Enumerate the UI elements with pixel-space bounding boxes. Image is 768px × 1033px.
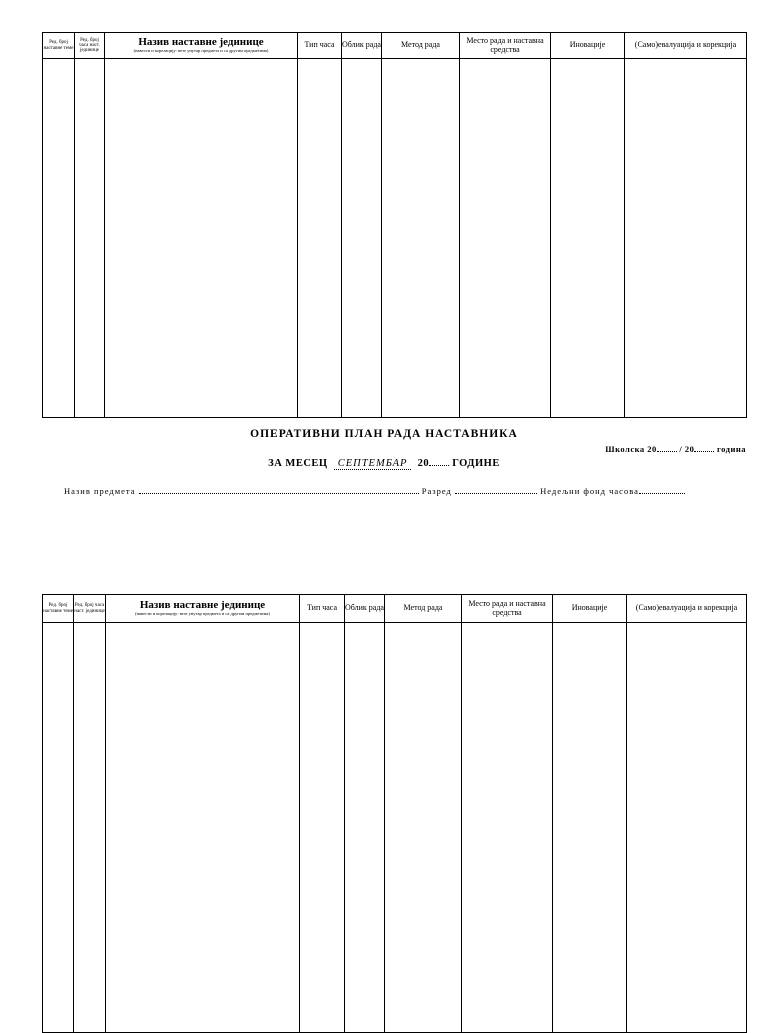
table-cell[interactable] (106, 623, 300, 1033)
table-cell[interactable] (43, 623, 74, 1033)
table-cell[interactable] (298, 59, 342, 418)
table-body-row (43, 623, 747, 1033)
table-cell[interactable] (382, 59, 460, 418)
school-year-start-field[interactable] (657, 442, 677, 452)
subject-label: Назив предмета (64, 486, 136, 496)
header-innovations: Иновације (553, 595, 627, 623)
table-cell[interactable] (75, 59, 105, 418)
month-line (0, 456, 768, 469)
table-cell[interactable] (300, 623, 345, 1033)
table-cell[interactable] (43, 59, 75, 418)
header-work-method: Метод рада (385, 595, 462, 623)
header-unit-title: Назив наставне јединице (139, 598, 266, 611)
table-cell[interactable] (551, 59, 625, 418)
subject-field[interactable] (139, 484, 419, 494)
fund-label: Недељни фонд часова (540, 486, 639, 496)
table-cell[interactable] (553, 623, 627, 1033)
header-lesson-number: Ред. број часа наст. јединице (75, 33, 105, 59)
header-place-means: Место рада и наставна средства (462, 595, 553, 623)
month-prefix: ЗА МЕСЕЦ (268, 458, 328, 469)
month-suffix: ГОДИНЕ (452, 458, 500, 469)
header-unit-note: (навести и корелацију: везе унутар предмета и са другим предметима) (135, 611, 270, 617)
header-lesson-type: Тип часа (298, 33, 342, 59)
table-cell[interactable] (105, 59, 298, 418)
header-unit-name (105, 33, 298, 59)
table-cell[interactable] (74, 623, 106, 1033)
school-year-line (605, 442, 746, 454)
grade-label: Разред (421, 486, 452, 496)
plan-table-top (42, 32, 747, 418)
header-unit-name (106, 595, 300, 623)
school-year-mid: / 20 (679, 444, 695, 454)
header-lesson-type: Тип часа (300, 595, 345, 623)
table-cell[interactable] (625, 59, 747, 418)
header-place-means: Место рада и наставна средства (460, 33, 551, 59)
month-value[interactable]: СЕПТЕМБАР (334, 458, 412, 470)
header-innovations: Иновације (551, 33, 625, 59)
grade-field[interactable] (455, 484, 537, 494)
school-year-end-field[interactable] (694, 442, 714, 452)
header-topic-number: Ред. број наставне теме (43, 33, 75, 59)
school-year-suffix: година (717, 444, 746, 454)
header-work-method: Метод рада (382, 33, 460, 59)
header-unit-note: (навести и корелацију: везе унутар предмета и са другим предметима) (133, 48, 269, 54)
table-header-row (43, 33, 747, 59)
table-cell[interactable] (385, 623, 462, 1033)
header-evaluation: (Само)евалуација и корекција (625, 33, 747, 59)
table-body-row (43, 59, 747, 418)
page-title: ОПЕРАТИВНИ ПЛАН РАДА НАСТАВНИКА (250, 428, 518, 440)
year-prefix: 20 (417, 458, 430, 469)
header-topic-number: Ред. број наставне теме (43, 595, 74, 623)
plan-table-bottom (42, 594, 747, 1033)
fund-field[interactable] (639, 484, 685, 494)
table-cell[interactable] (342, 59, 382, 418)
header-lesson-number: Ред. број часа наст. јединице (74, 595, 106, 623)
header-work-form: Облик рада (342, 33, 382, 59)
header-unit-title: Назив наставне јединице (138, 35, 264, 48)
table-header-row (43, 595, 747, 623)
school-year-prefix: Школска 20 (605, 444, 657, 454)
header-evaluation: (Само)евалуација и корекција (627, 595, 747, 623)
year-field[interactable] (429, 456, 449, 466)
table-cell[interactable] (460, 59, 551, 418)
table-cell[interactable] (345, 623, 385, 1033)
table-cell[interactable] (627, 623, 747, 1033)
header-work-form: Облик рада (345, 595, 385, 623)
table-cell[interactable] (462, 623, 553, 1033)
subject-line (64, 484, 685, 496)
